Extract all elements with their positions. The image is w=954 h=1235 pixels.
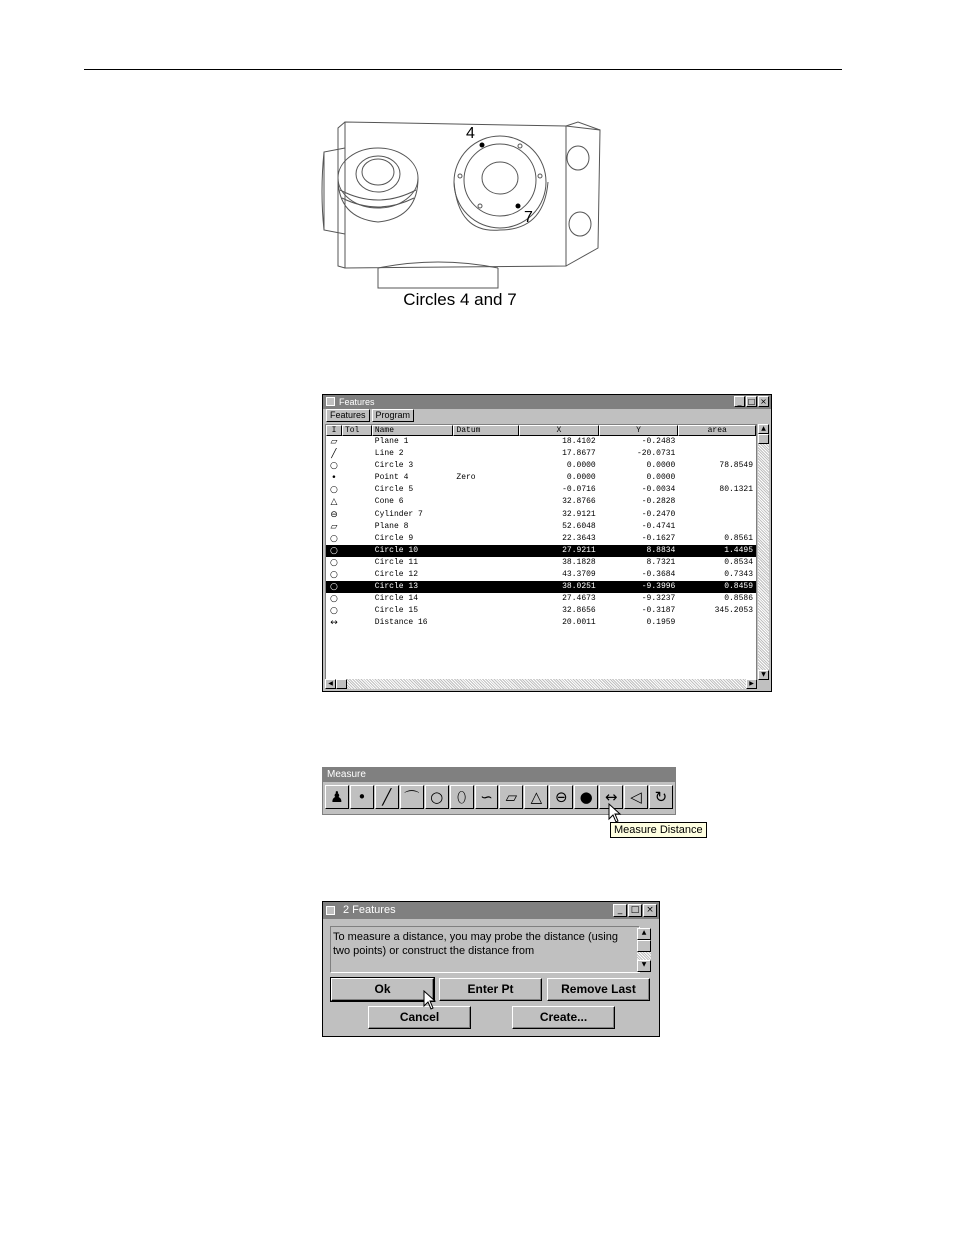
label-7: 7	[524, 209, 533, 226]
x-cell: 27.4673	[562, 594, 596, 604]
features-tabs	[323, 409, 771, 422]
y-cell: -0.3684	[641, 570, 676, 580]
tol-cell	[342, 436, 372, 448]
tol-cell	[342, 460, 372, 472]
y-cell: -0.3187	[641, 606, 676, 616]
window-menu-icon[interactable]	[326, 397, 335, 406]
y-cell: -0.1627	[641, 533, 676, 543]
cylinder-icon: ⊖	[330, 509, 338, 520]
y-cell: -0.4741	[641, 521, 676, 531]
horizontal-scrollbar[interactable]	[325, 679, 757, 689]
name-cell: Plane 1	[374, 437, 409, 446]
figure-caption: Circles 4 and 7	[403, 290, 517, 309]
dialog-minimize-button[interactable]: _	[613, 904, 627, 917]
x-cell: 18.4102	[562, 437, 596, 446]
area-cell	[678, 509, 756, 521]
plane-icon: ▱	[330, 437, 338, 447]
name-cell: Cone 6	[374, 497, 404, 507]
tol-cell	[342, 472, 372, 484]
area-cell: 0.8586	[724, 594, 753, 604]
table-row[interactable]	[326, 484, 756, 496]
x-cell: 32.8766	[562, 497, 596, 507]
scroll-up-icon[interactable]: ▲	[758, 424, 769, 434]
close-button[interactable]: ×	[758, 396, 769, 407]
tol-cell	[342, 569, 372, 581]
circle-icon: ○	[330, 557, 338, 568]
name-cell: Cylinder 7	[374, 509, 423, 519]
y-cell: -0.2483	[641, 437, 676, 446]
datum-cell	[453, 448, 519, 460]
tab-program[interactable]: Program	[372, 409, 415, 422]
scroll-right-icon[interactable]: ▶	[746, 679, 757, 689]
y-cell: 0.0000	[646, 473, 676, 483]
datum-cell	[453, 533, 519, 545]
measure-toolbar	[322, 767, 676, 815]
x-cell: 27.9211	[562, 545, 596, 555]
table-row[interactable]	[326, 472, 756, 484]
circle-icon: ○	[330, 582, 338, 593]
circle-icon: ○	[330, 606, 338, 617]
x-cell: 22.3643	[562, 533, 596, 543]
tol-cell	[342, 521, 372, 533]
create-button[interactable]: Create...	[512, 1006, 615, 1029]
y-cell: 0.0000	[646, 461, 676, 471]
tol-cell	[342, 484, 372, 496]
tol-cell	[342, 605, 372, 617]
x-cell: 0.0000	[566, 461, 596, 471]
y-cell: -9.3237	[641, 594, 676, 604]
x-cell: 0.0000	[566, 473, 596, 483]
tol-cell	[342, 617, 372, 629]
area-cell	[678, 617, 756, 629]
name-cell: Circle 11	[374, 557, 418, 567]
features-title: Features	[339, 397, 375, 407]
y-cell: -9.3996	[641, 582, 676, 592]
name-cell: Circle 3	[374, 461, 414, 471]
point-icon: •	[331, 473, 337, 484]
plane-tool-icon[interactable]: ▱	[499, 785, 523, 809]
col-area[interactable]: area	[678, 425, 756, 436]
tol-cell	[342, 557, 372, 569]
area-cell: 80.1321	[719, 485, 753, 495]
dialog-titlebar[interactable]	[323, 902, 659, 919]
table-row[interactable]	[326, 448, 756, 460]
table-row[interactable]	[326, 460, 756, 472]
datum-cell	[453, 436, 519, 448]
tol-cell	[342, 593, 372, 605]
datum-cell	[453, 521, 519, 533]
tol-cell	[342, 496, 372, 508]
datum-cell	[453, 509, 519, 521]
minimize-button[interactable]: _	[734, 396, 745, 407]
grid-body	[326, 436, 756, 630]
features-window	[322, 394, 772, 692]
ok-button[interactable]: Ok	[331, 978, 434, 1001]
name-cell: Line 2	[374, 449, 404, 459]
x-cell: 32.9121	[562, 509, 596, 519]
area-cell: 0.8534	[724, 557, 753, 567]
remove-last-button[interactable]: Remove Last	[547, 978, 650, 1001]
area-cell: 1.4495	[724, 545, 753, 555]
y-cell: 0.1959	[646, 618, 676, 628]
table-row[interactable]	[326, 617, 756, 629]
table-row[interactable]	[326, 593, 756, 605]
circle-7-marker	[516, 204, 521, 209]
angle-tool-icon[interactable]: ◁	[624, 785, 648, 809]
features-grid	[325, 424, 757, 680]
table-row[interactable]	[326, 436, 756, 448]
y-cell: 8.8834	[646, 545, 676, 555]
datum-cell	[453, 484, 519, 496]
tol-cell	[342, 509, 372, 521]
name-cell: Circle 9	[374, 533, 414, 543]
name-cell: Circle 5	[374, 485, 414, 495]
col-tol[interactable]: Tol	[342, 425, 372, 436]
circle-icon: ○	[330, 594, 338, 605]
area-cell	[678, 521, 756, 533]
datum-cell	[453, 496, 519, 508]
scroll-down-icon[interactable]: ▼	[758, 670, 769, 680]
datum-cell	[453, 557, 519, 569]
table-row[interactable]	[326, 509, 756, 521]
part-drawing	[318, 118, 608, 290]
slot-tool-icon[interactable]: ⬯	[450, 785, 474, 809]
circle-icon: ○	[330, 545, 338, 556]
line-tool-icon[interactable]: ╱	[375, 785, 399, 809]
y-cell: -20.0731	[636, 449, 676, 459]
x-cell: 43.3709	[562, 570, 596, 580]
name-cell: Circle 14	[374, 594, 418, 604]
y-cell: -0.2828	[641, 497, 676, 507]
name-cell: Circle 10	[374, 545, 418, 555]
plane-icon: ▱	[330, 521, 338, 532]
name-cell: Point 4	[374, 473, 409, 483]
dialog-cursor-icon	[423, 990, 437, 1010]
scroll-thumb[interactable]	[758, 434, 769, 444]
table-row[interactable]	[326, 569, 756, 581]
col-name[interactable]: Name	[372, 425, 454, 436]
point-tool-icon[interactable]: •	[350, 785, 374, 809]
datum-cell: Zero	[456, 473, 476, 483]
hscroll-thumb[interactable]	[336, 679, 347, 689]
area-cell: 78.8549	[719, 461, 753, 471]
header-rule	[84, 69, 842, 70]
measure-tools	[323, 782, 675, 812]
table-row[interactable]	[326, 605, 756, 617]
area-cell: 0.7343	[724, 570, 753, 580]
tab-features[interactable]: Features	[326, 409, 370, 422]
circle-icon: ○	[330, 485, 338, 496]
area-cell	[678, 448, 756, 460]
circle-icon: ○	[330, 461, 338, 472]
grid-header	[326, 425, 756, 436]
col-i[interactable]: I	[326, 425, 342, 436]
msg-scroll-down-icon[interactable]: ▼	[637, 960, 651, 972]
line-icon: ╱	[331, 449, 337, 460]
datum-cell	[453, 581, 519, 593]
tol-cell	[342, 448, 372, 460]
datum-cell	[453, 569, 519, 581]
curve-tool-icon[interactable]: ∽	[475, 785, 499, 809]
tol-cell	[342, 545, 372, 557]
enter-pt-button[interactable]: Enter Pt	[439, 978, 542, 1001]
table-row[interactable]	[326, 496, 756, 508]
cone-icon: △	[330, 497, 338, 508]
tol-cell	[342, 533, 372, 545]
dialog-menu-icon[interactable]	[326, 906, 335, 915]
tol-cell	[342, 581, 372, 593]
probe-tool-icon[interactable]: ♟	[325, 785, 349, 809]
cone-tool-icon[interactable]: △	[524, 785, 548, 809]
area-cell	[678, 496, 756, 508]
rotate-circle-tool-icon[interactable]: ↻	[649, 785, 673, 809]
datum-cell	[453, 617, 519, 629]
col-x[interactable]: X	[519, 425, 599, 436]
mouse-cursor-icon	[608, 803, 622, 823]
features-titlebar[interactable]	[323, 395, 771, 409]
area-cell: 0.8459	[724, 582, 753, 592]
circle-icon: ○	[330, 533, 338, 544]
table-row[interactable]	[326, 521, 756, 533]
area-cell	[678, 436, 756, 448]
msg-scroll-thumb[interactable]	[637, 940, 651, 952]
distance-tool-icon[interactable]: ↔	[599, 785, 623, 809]
dialog-close-button[interactable]: ×	[643, 904, 657, 917]
x-cell: -0.0716	[562, 485, 596, 495]
arc-tool-icon[interactable]: ⌒	[400, 785, 424, 809]
dialog-message: To measure a distance, you may probe the distance (using two points) or construct the distance from	[330, 926, 640, 973]
datum-cell	[453, 460, 519, 472]
area-cell	[678, 472, 756, 484]
measure-titlebar[interactable]: Measure	[323, 768, 675, 782]
y-cell: 8.7321	[646, 557, 676, 567]
vertical-scrollbar[interactable]	[758, 424, 769, 680]
name-cell: Distance 16	[374, 618, 428, 628]
circle-icon: ○	[330, 570, 338, 581]
x-cell: 20.0011	[562, 618, 596, 628]
table-row[interactable]	[326, 533, 756, 545]
sphere-tool-icon[interactable]: ●	[574, 785, 598, 809]
cancel-button[interactable]: Cancel	[368, 1006, 471, 1029]
table-row[interactable]	[326, 581, 756, 593]
cylinder-tool-icon[interactable]: ⊖	[549, 785, 573, 809]
area-cell: 345.2053	[714, 606, 753, 616]
msg-scroll-up-icon[interactable]: ▲	[637, 928, 651, 940]
x-cell: 17.8677	[562, 449, 596, 459]
distance-icon: ↔	[330, 618, 338, 629]
label-4: 4	[466, 125, 475, 142]
x-cell: 32.8656	[562, 606, 596, 616]
col-y[interactable]: Y	[599, 425, 679, 436]
maximize-button[interactable]: □	[747, 397, 756, 406]
message-scrollbar[interactable]	[637, 928, 651, 972]
table-row[interactable]	[326, 557, 756, 569]
area-cell: 0.8561	[724, 533, 753, 543]
name-cell: Circle 12	[374, 570, 418, 580]
y-cell: -0.0034	[641, 485, 676, 495]
datum-cell	[453, 593, 519, 605]
x-cell: 38.0251	[562, 582, 596, 592]
datum-cell	[453, 545, 519, 557]
col-datum[interactable]: Datum	[453, 425, 519, 436]
circle-tool-icon[interactable]: ○	[425, 785, 449, 809]
circle-4-marker	[480, 143, 485, 148]
x-cell: 52.6048	[562, 521, 596, 531]
name-cell: Plane 8	[374, 521, 409, 531]
datum-cell	[453, 605, 519, 617]
dialog-maximize-button[interactable]: □	[628, 904, 642, 917]
scroll-left-icon[interactable]: ◀	[325, 679, 336, 689]
name-cell: Circle 15	[374, 606, 418, 616]
name-cell: Circle 13	[374, 582, 418, 592]
x-cell: 38.1828	[562, 557, 596, 567]
table-row[interactable]	[326, 545, 756, 557]
tooltip: Measure Distance	[610, 822, 707, 838]
dialog-title: 2 Features	[343, 904, 396, 916]
y-cell: -0.2470	[641, 509, 676, 519]
features-dialog	[322, 901, 660, 1037]
